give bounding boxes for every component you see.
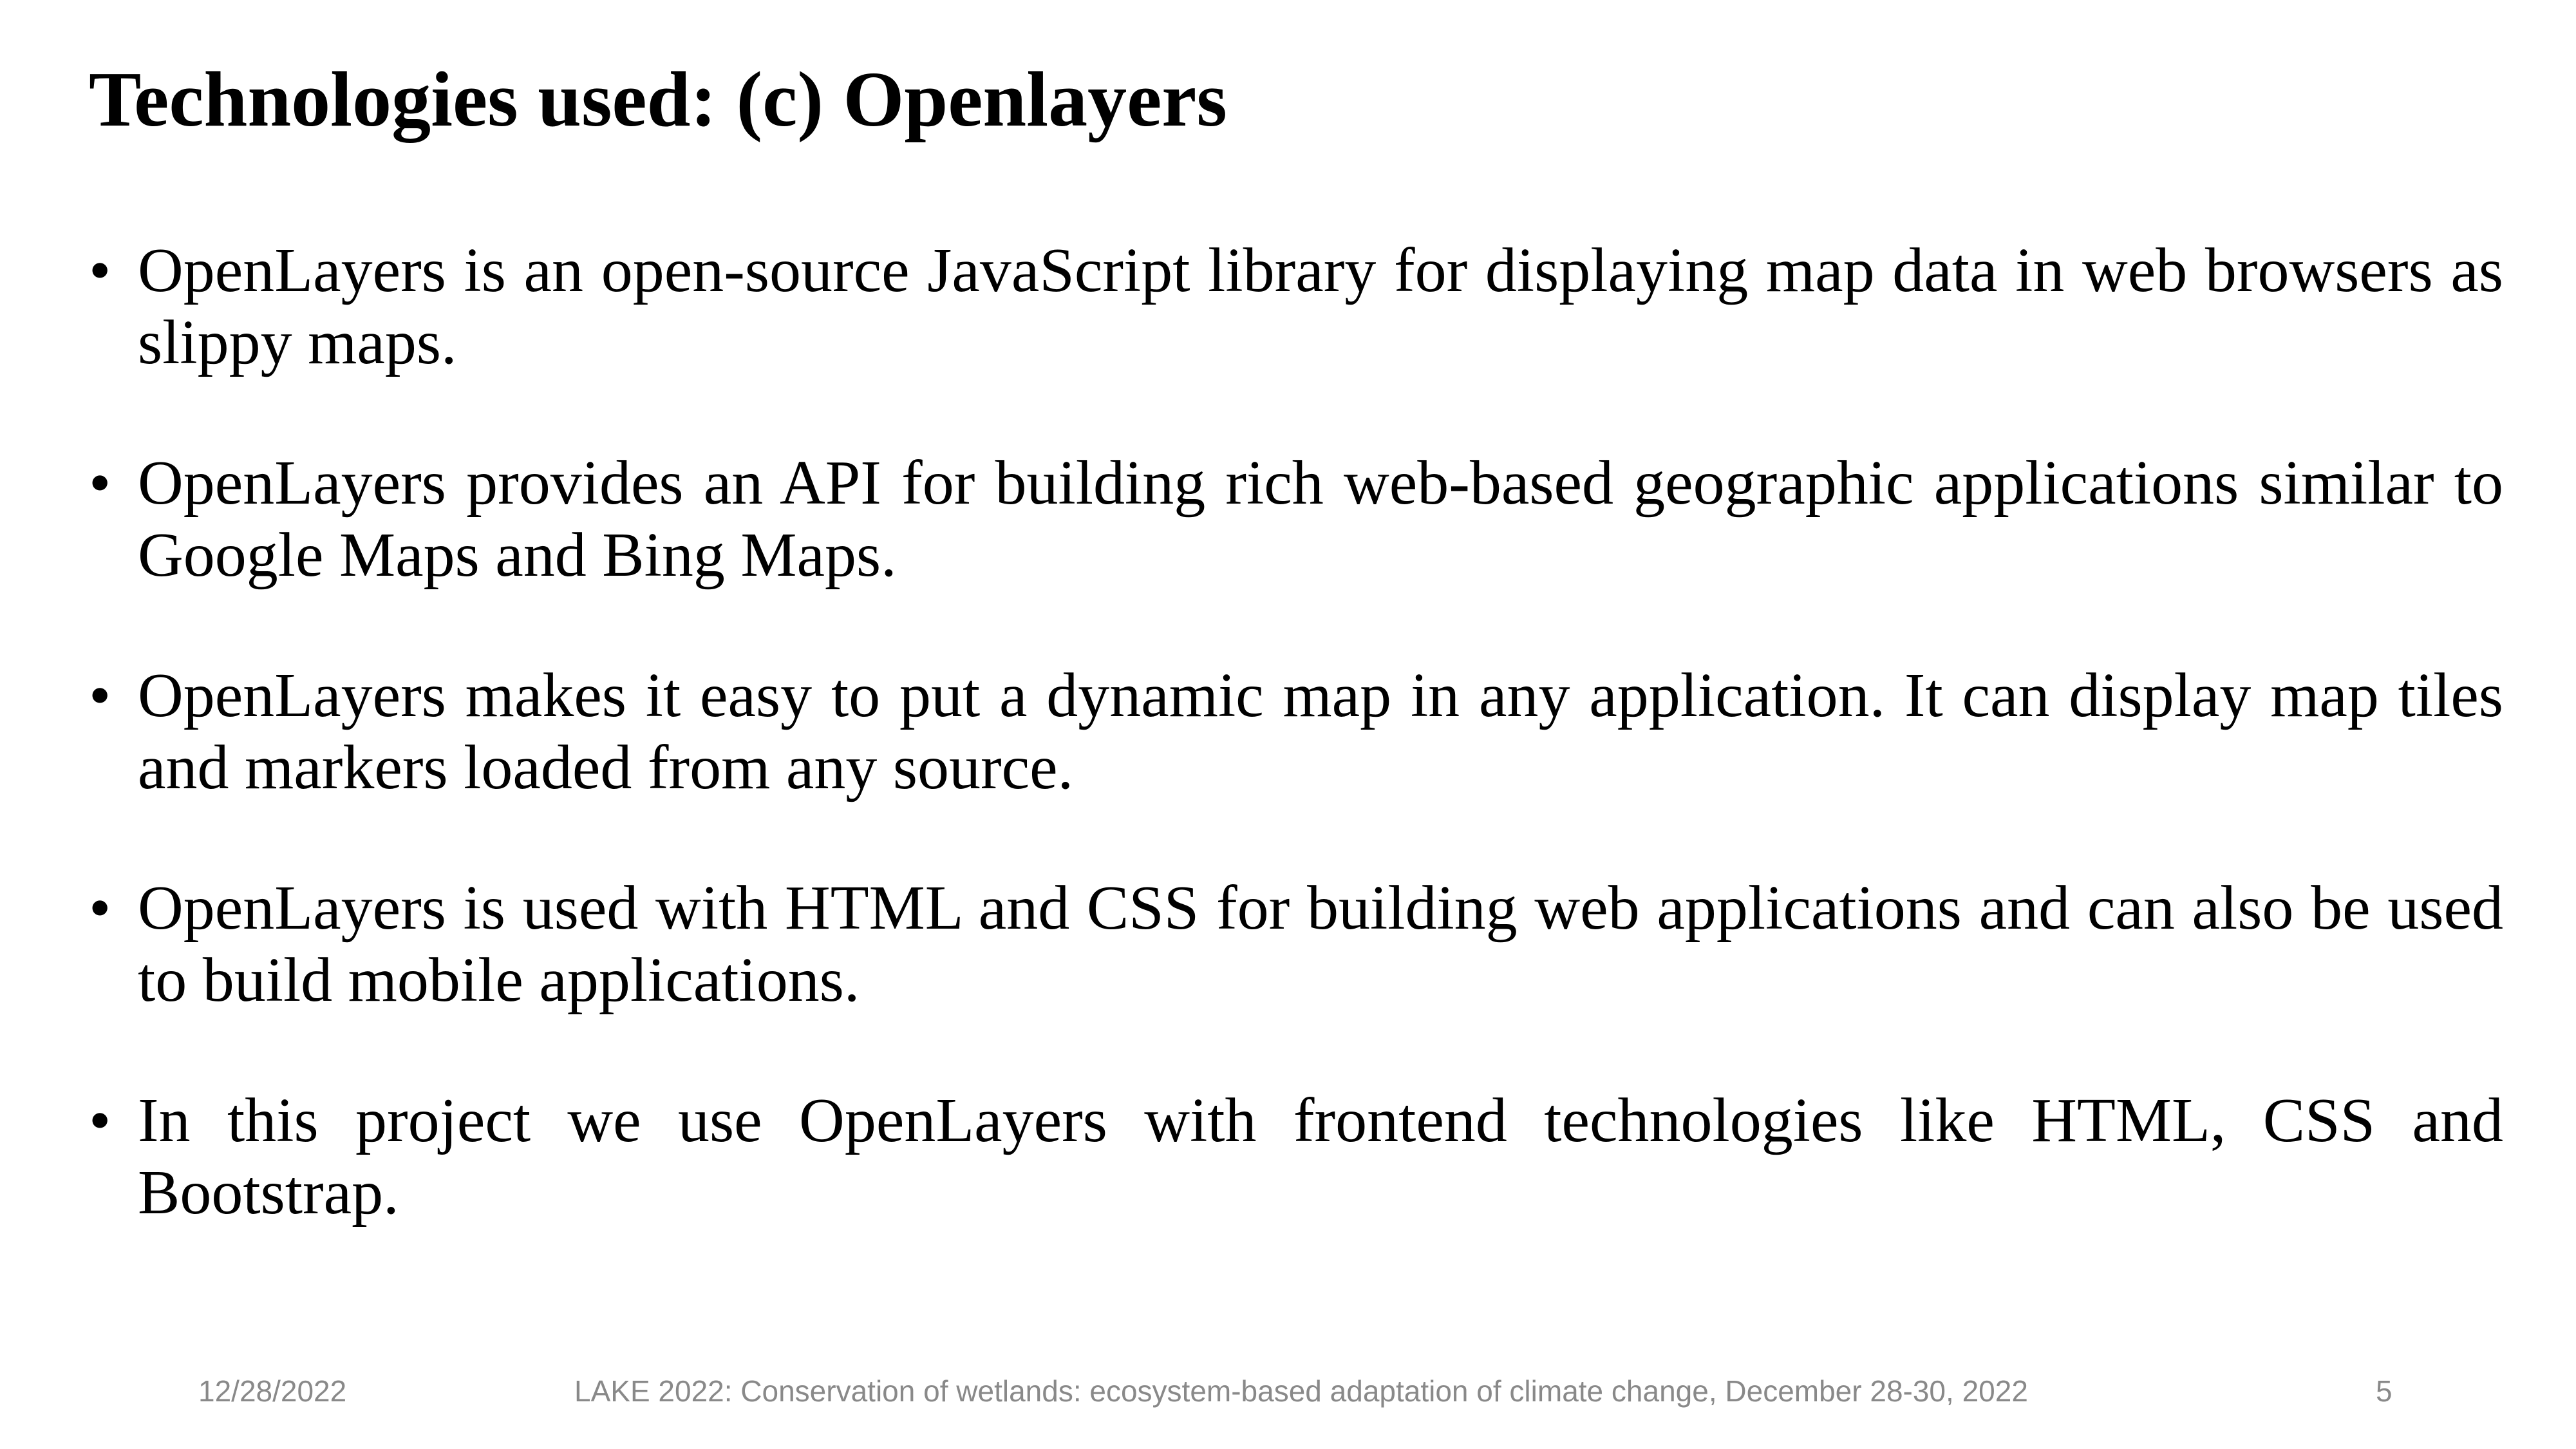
bullet-text: OpenLayers provides an API for building rich web-based geographic applications similar to Google Maps and Bing Maps. — [138, 448, 2503, 590]
bullet-item — [89, 872, 2503, 1016]
bullet-item — [89, 659, 2503, 804]
bullet-text: In this project we use OpenLayers with frontend technologies like HTML, CSS and Bootstrap. — [138, 1086, 2503, 1227]
bullet-item — [89, 234, 2503, 379]
footer-date: 12/28/2022 — [198, 1374, 347, 1408]
bullet-icon: • — [89, 873, 111, 943]
bullet-item — [89, 1084, 2503, 1229]
bullet-item — [89, 447, 2503, 591]
bullet-text: OpenLayers makes it easy to put a dynamic map in any application. It can display map tiles and markers loaded from any source. — [138, 661, 2503, 802]
footer-event-text: LAKE 2022: Conservation of wetlands: ecosystem-based adaptation of climate change, December 28-30, 2022 — [574, 1374, 2028, 1408]
bullet-list — [89, 234, 2503, 1297]
bullet-icon: • — [89, 448, 111, 518]
bullet-icon: • — [89, 661, 111, 730]
slide-number: 5 — [2376, 1374, 2393, 1408]
slide-title: Technologies used: (c) Openlayers — [89, 56, 1227, 143]
bullet-text: OpenLayers is an open-source JavaScript library for displaying map data in web browsers as slippy maps. — [138, 236, 2503, 377]
bullet-icon: • — [89, 1086, 111, 1155]
bullet-icon: • — [89, 236, 111, 305]
bullet-text: OpenLayers is used with HTML and CSS for building web applications and can also be used to build mobile applications. — [138, 873, 2503, 1015]
